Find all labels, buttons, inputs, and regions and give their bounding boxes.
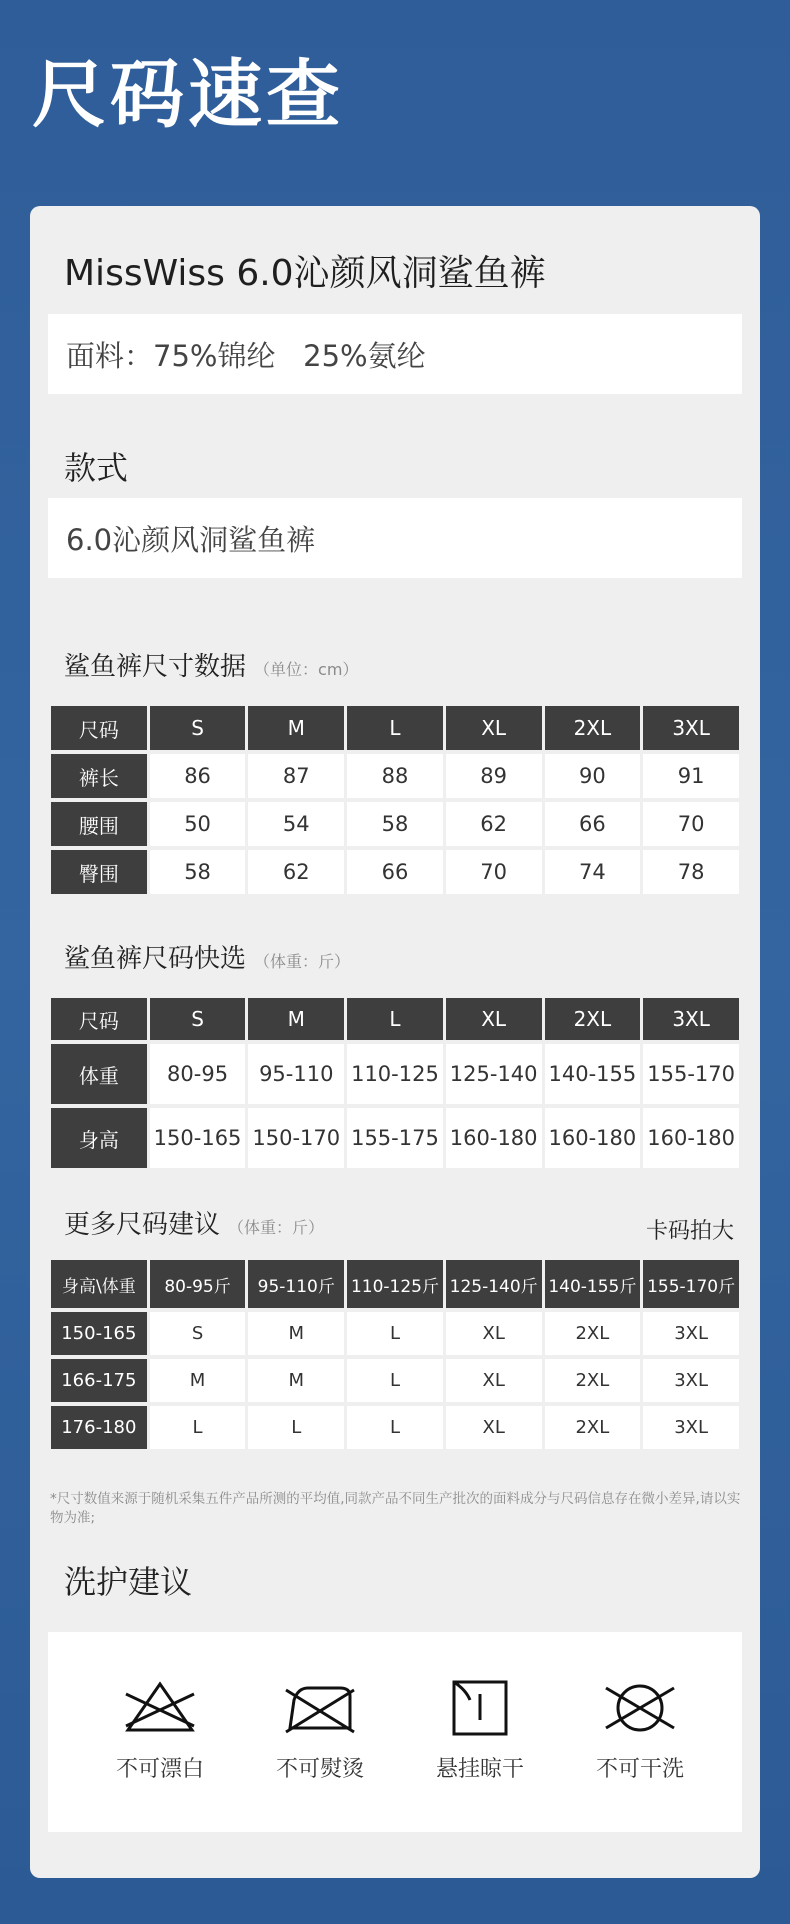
table-header-cell: 身高\体重 bbox=[51, 1260, 147, 1308]
table-cell: S bbox=[150, 1312, 246, 1355]
table-cell: L bbox=[248, 1406, 344, 1449]
table-cell: 70 bbox=[446, 850, 542, 894]
care-instructions-box bbox=[48, 1632, 742, 1832]
quick-table-unit: （体重：斤） bbox=[254, 952, 351, 971]
care-item-hang-dry bbox=[415, 1680, 545, 1783]
table-header-cell: XL bbox=[446, 706, 542, 750]
table-cell: L bbox=[347, 1406, 443, 1449]
table-header-cell: 110-125斤 bbox=[347, 1260, 443, 1308]
quick-table-title-text: 鲨鱼裤尺码快选 bbox=[64, 944, 247, 974]
table-cell: 89 bbox=[446, 754, 542, 798]
care-item-no-iron bbox=[255, 1680, 385, 1783]
care-label: 不可熨烫 bbox=[275, 1757, 364, 1782]
table-cell: 2XL bbox=[545, 1312, 641, 1355]
table-header-cell: 2XL bbox=[545, 706, 641, 750]
table-row bbox=[51, 1108, 739, 1168]
table-header-cell: XL bbox=[446, 998, 542, 1040]
table-header-cell: 尺码 bbox=[51, 706, 147, 750]
care-heading: 洗护建议 bbox=[64, 1563, 193, 1601]
fabric-box bbox=[48, 314, 742, 394]
table-header-cell: L bbox=[347, 998, 443, 1040]
table-cell: 95-110 bbox=[248, 1044, 344, 1104]
table-header-cell: 155-170斤 bbox=[643, 1260, 739, 1308]
size-guide-card bbox=[30, 206, 760, 1878]
table-cell: 140-155 bbox=[545, 1044, 641, 1104]
style-heading: 款式 bbox=[64, 449, 129, 487]
table-header-cell: 尺码 bbox=[51, 998, 147, 1040]
style-box bbox=[48, 498, 742, 578]
size-table-title-text: 鲨鱼裤尺寸数据 bbox=[64, 652, 247, 682]
more-table-unit: （体重：斤） bbox=[228, 1218, 325, 1237]
table-cell: XL bbox=[446, 1359, 542, 1402]
table-cell: L bbox=[347, 1312, 443, 1355]
table-cell: 58 bbox=[347, 802, 443, 846]
table-row bbox=[51, 1359, 739, 1402]
table-cell: 86 bbox=[150, 754, 246, 798]
table-cell: 62 bbox=[248, 850, 344, 894]
row-label: 腰围 bbox=[51, 802, 147, 846]
table-header-cell: M bbox=[248, 706, 344, 750]
table-header-row bbox=[51, 706, 739, 750]
fabric-text: 面料：75%锦纶 25%氨纶 bbox=[66, 338, 426, 373]
table-header-cell: 3XL bbox=[643, 706, 739, 750]
row-label: 裤长 bbox=[51, 754, 147, 798]
row-label: 176-180 bbox=[51, 1406, 147, 1449]
table-cell: 3XL bbox=[643, 1406, 739, 1449]
table-cell: 155-170 bbox=[643, 1044, 739, 1104]
more-size-table bbox=[48, 1256, 742, 1453]
table-cell: 66 bbox=[347, 850, 443, 894]
table-header-cell: 2XL bbox=[545, 998, 641, 1040]
row-label: 体重 bbox=[51, 1044, 147, 1104]
row-label: 身高 bbox=[51, 1108, 147, 1168]
row-label: 臀围 bbox=[51, 850, 147, 894]
quick-select-table bbox=[48, 994, 742, 1172]
more-table-title bbox=[64, 1212, 324, 1238]
table-cell: 150-165 bbox=[150, 1108, 246, 1168]
care-item-no-bleach bbox=[95, 1680, 225, 1783]
quick-table-title bbox=[64, 946, 350, 972]
table-cell: 160-180 bbox=[545, 1108, 641, 1168]
table-row bbox=[51, 754, 739, 798]
table-row bbox=[51, 1312, 739, 1355]
row-label: 166-175 bbox=[51, 1359, 147, 1402]
table-row bbox=[51, 1044, 739, 1104]
size-table-title bbox=[64, 654, 358, 680]
table-cell: M bbox=[248, 1359, 344, 1402]
table-cell: 78 bbox=[643, 850, 739, 894]
table-cell: 54 bbox=[248, 802, 344, 846]
table-header-cell: 125-140斤 bbox=[446, 1260, 542, 1308]
page-title: 尺码速查 bbox=[32, 52, 344, 138]
no-dry-clean-icon bbox=[602, 1680, 678, 1736]
table-cell: 125-140 bbox=[446, 1044, 542, 1104]
table-cell: 50 bbox=[150, 802, 246, 846]
table-cell: 110-125 bbox=[347, 1044, 443, 1104]
table-row bbox=[51, 850, 739, 894]
table-cell: 66 bbox=[545, 802, 641, 846]
table-row bbox=[51, 802, 739, 846]
hang-dry-icon bbox=[442, 1680, 518, 1736]
table-header-cell: S bbox=[150, 706, 246, 750]
table-header-cell: 140-155斤 bbox=[545, 1260, 641, 1308]
table-row bbox=[51, 1406, 739, 1449]
measurement-footnote: *尺寸数值来源于随机采集五件产品所测的平均值,同款产品不同生产批次的面料成分与尺码信息存在微小差异,请以实物为准; bbox=[50, 1491, 741, 1526]
no-bleach-icon bbox=[122, 1680, 198, 1736]
care-label: 不可干洗 bbox=[595, 1757, 684, 1782]
table-cell: 150-170 bbox=[248, 1108, 344, 1168]
table-cell: 58 bbox=[150, 850, 246, 894]
size-table-unit: （单位：cm） bbox=[254, 660, 359, 679]
size-data-table bbox=[48, 702, 742, 898]
table-cell: 70 bbox=[643, 802, 739, 846]
more-table-title-text: 更多尺码建议 bbox=[64, 1210, 221, 1240]
table-cell: XL bbox=[446, 1312, 542, 1355]
table-header-row bbox=[51, 1260, 739, 1308]
style-value: 6.0沁颜风洞鲨鱼裤 bbox=[66, 522, 316, 557]
table-cell: 160-180 bbox=[643, 1108, 739, 1168]
table-header-cell: 95-110斤 bbox=[248, 1260, 344, 1308]
table-header-cell: M bbox=[248, 998, 344, 1040]
care-label: 不可漂白 bbox=[115, 1757, 204, 1782]
table-cell: M bbox=[150, 1359, 246, 1402]
row-label: 150-165 bbox=[51, 1312, 147, 1355]
table-cell: XL bbox=[446, 1406, 542, 1449]
table-header-cell: 80-95斤 bbox=[150, 1260, 246, 1308]
table-header-cell: L bbox=[347, 706, 443, 750]
care-label: 悬挂晾干 bbox=[435, 1757, 524, 1782]
table-header-cell: S bbox=[150, 998, 246, 1040]
table-cell: 2XL bbox=[545, 1359, 641, 1402]
care-item-no-dry-clean bbox=[575, 1680, 705, 1783]
product-title: MissWiss 6.0沁颜风洞鲨鱼裤 bbox=[64, 253, 546, 294]
table-header-row bbox=[51, 998, 739, 1040]
table-header-cell: 3XL bbox=[643, 998, 739, 1040]
table-cell: L bbox=[347, 1359, 443, 1402]
table-cell: 155-175 bbox=[347, 1108, 443, 1168]
table-cell: 3XL bbox=[643, 1359, 739, 1402]
table-cell: M bbox=[248, 1312, 344, 1355]
table-cell: 74 bbox=[545, 850, 641, 894]
table-cell: 160-180 bbox=[446, 1108, 542, 1168]
table-cell: 2XL bbox=[545, 1406, 641, 1449]
table-cell: 90 bbox=[545, 754, 641, 798]
tight-size-note: 卡码拍大 bbox=[645, 1219, 734, 1244]
table-cell: 80-95 bbox=[150, 1044, 246, 1104]
table-cell: 3XL bbox=[643, 1312, 739, 1355]
table-cell: 87 bbox=[248, 754, 344, 798]
table-cell: 62 bbox=[446, 802, 542, 846]
table-cell: 91 bbox=[643, 754, 739, 798]
table-cell: L bbox=[150, 1406, 246, 1449]
table-cell: 88 bbox=[347, 754, 443, 798]
no-iron-icon bbox=[282, 1680, 358, 1736]
